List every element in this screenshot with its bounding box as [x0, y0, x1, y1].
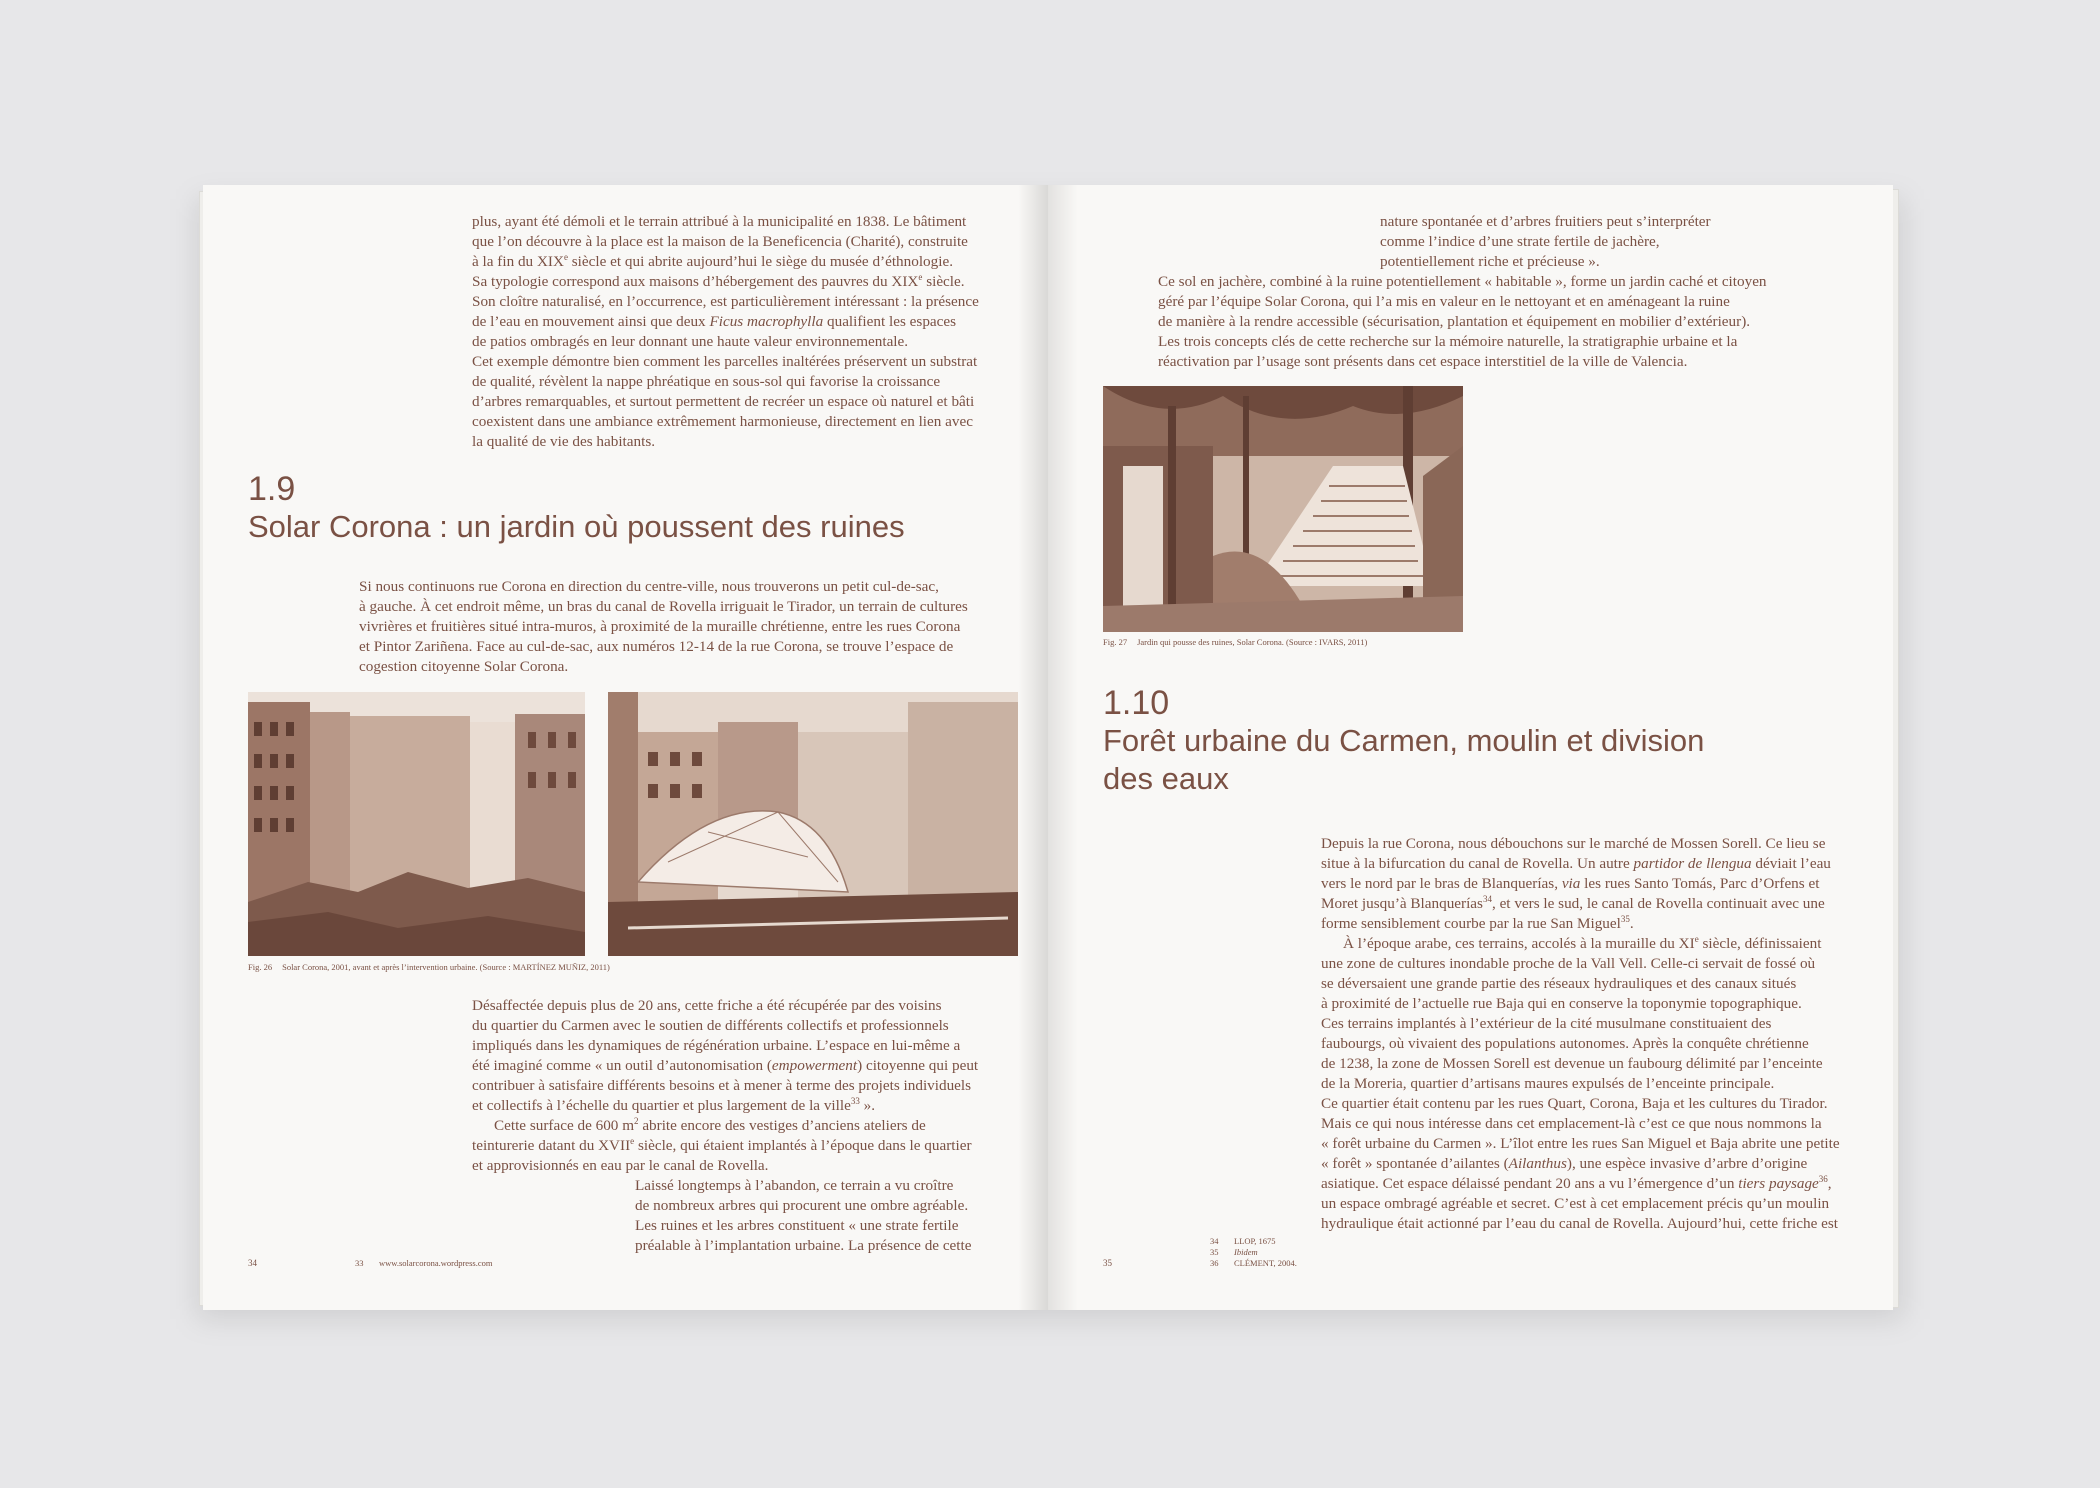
page-number-right: 35	[1103, 1258, 1112, 1268]
section-number-1-10: 1.10	[1103, 684, 1170, 722]
gutter-shadow-left	[1018, 185, 1048, 1310]
gutter-shadow-right	[1048, 185, 1078, 1310]
photo-solar-corona-before	[248, 692, 585, 956]
right-body-paragraph-1: Depuis la rue Corona, nous débouchons sur le marché de Mossen Sorell. Ce lieu se situe à la bifurcation du canal de Rovella. Un autre partidor de llengua déviait l’eau vers le nord par le bras de Blanquerías, via les rues Santo Tomás, Parc d’Orfens et Moret jusqu’à Blanquerías$^{34}$, et vers le sud, le canal de Rovella continuait avec une forme sensiblement courbe par la rue San Miguel$^{35}$.	[1321, 835, 1831, 932]
right-body-paragraph-2: À l’époque arabe, ces terrains, accolés à la muraille du XIe siècle, définissaient une zone de cultures inondable proche de la Vall Vell. Celle-ci servait de fossé où se déversaient une grande partie des réseaux hydrauliques et des canaux situés à proximité de l’actuelle rue Baja qui en conserve la toponymie topographique. Ces terrains implantés à l’extérieur de la cité musulmane constituaient des faubourgs, où vivaient des populations autonomes. Après la conquête chrétienne de 1238, la zone de Mossen Sorell est devenue un faubourg délimité par l’enceinte de la Moreria, quartier d’artisans maures expulsés de l’enceinte principale. Ce quartier était contenu par les rues Quart, Corona, Baja et les cultures du Tirador. Mais ce qui nous intéresse dans cet emplacement-là c’est ce que nous nommons la « forêt urbaine du Carmen ». L’îlot entre les rues San Miguel et Baja abrite une petite « forêt » spontanée d’ailantes (Ailanthus), une espèce invasive d’arbre d’origine asiatique. Cet espace délaissé pendant 20 ans a vu l’émergence d’un tiers paysage$^{36}$, un espace ombragé agréable et secret. C’est à cet emplacement précis qu’un moulin hydraulique était actionné par l’eau du canal de Rovella. Aujourd’hui, cette friche est	[1321, 933, 1840, 1232]
section-title-1-9: Solar Corona : un jardin où poussent des ruines	[248, 509, 905, 544]
left-page	[203, 185, 1048, 1310]
left-section-intro: Si nous continuons rue Corona en direction du centre-ville, nous trouverons un petit cul-de-sac, à gauche. À cet endroit même, un bras du canal de Rovella irriguait le Tirador, un terrain de cultures vivrières et fruitières situé intra-muros, à proximité de la muraille chrétienne, entre les rues Corona et Pintor Zariñena. Face au cul-de-sac, aux numéros 12-14 de la rue Corona, se trouve l’espace de cogestion citoyenne Solar Corona.	[359, 578, 968, 675]
left-body-paragraph-3: Laissé longtemps à l’abandon, ce terrain a vu croître de nombreux arbres qui procurent une ombre agréable. Les ruines et les arbres constituent « une strate fertile préalable à l’implantation urbaine. La présence de cette	[635, 1177, 972, 1254]
section-title-1-10: Forêt urbaine du Carmen, moulin et division des eaux	[1103, 723, 1705, 796]
left-body-paragraph-2: Cette surface de 600 $m^2$ abrite encore des vestiges d’anciens ateliers de teinturerie datant du XVIIe siècle, qui étaient implantés à l’époque dans le quartier et approvisionnés en eau par le canal de Rovella.	[472, 1115, 972, 1174]
footnote-35: 35 Ibidem	[1210, 1247, 1258, 1257]
right-paragraph-2: Ce sol en jachère, combiné à la ruine potentiellement « habitable », forme un jardin caché et citoyen géré par l’équipe Solar Corona, qui l’a mis en valeur en le nettoyant et en aménageant la ruine de manière à la rendre accessible (sécurisation, plantation et équipement en mobilier d’extérieur). Les trois concepts clés de cette recherche sur la mémoire naturelle, la stratigraphie urbaine et la réactivation par l’usage sont présents dans cet espace interstitiel de la ville de Valencia.	[1158, 273, 1767, 370]
right-intro-paragraph: nature spontanée et d’arbres fruitiers peut s’interpréter comme l’indice d’une strate fertile de jachère, potentiellement riche et précieuse ».	[1380, 213, 1711, 270]
left-footnote: 33 www.solarcorona.wordpress.com	[355, 1258, 493, 1268]
left-body-paragraph-1: Désaffectée depuis plus de 20 ans, cette friche a été récupérée par des voisins du quartier du Carmen avec le soutien de différents collectifs et professionnels impliqués dans les dynamiques de régénération urbaine. L’espace en lui-même a été imaginé comme « un outil d’autonomisation (empowerment) citoyenne qui peut contribuer à satisfaire différents besoins et à mener à terme des projets individuels et collectifs à l’échelle du quartier et plus largement de la ville$^{33}$ ».	[472, 997, 979, 1114]
right-page	[1048, 185, 1893, 1310]
photo-solar-corona-after	[608, 692, 1018, 956]
footnote-34: 34 LLOP, 1675	[1210, 1236, 1276, 1246]
book-spread	[203, 185, 1893, 1310]
page-number-left: 34	[248, 1258, 257, 1268]
section-number-1-9: 1.9	[248, 470, 296, 508]
right-footnotes	[1210, 1236, 1297, 1269]
left-intro-paragraph: plus, ayant été démoli et le terrain attribué à la municipalité en 1838. Le bâtiment que l’on découvre à la place est la maison de la Beneficencia (Charité), construite à la fin du XIXe siècle et qui abrite aujourd’hui le siège du musée d’éthnologie. Sa typologie correspond aux maisons d’hébergement des pauvres du XIXe siècle. Son cloître naturalisé, en l’occurrence, est particulièrement intéressant : la présence de l’eau en mouvement ainsi que deux Ficus macrophylla qualifient les espaces de patios ombragés en leur donnant une haute valeur environnementale. Cet exemple démontre bien comment les parcelles inaltérées préservent un substrat de qualité, révèlent la nappe phréatique en sous-sol qui favorise la croissance d’arbres remarquables, et surtout permettent de recréer un espace où naturel et bâti coexistent dans une ambiance extrêmement harmonieuse, directement en lien avec la qualité de vie des habitants.	[472, 213, 979, 450]
figure-27-caption: Fig. 27 Jardin qui pousse des ruines, Solar Corona. (Source : IVARS, 2011)	[1103, 637, 1368, 647]
photo-garden-ruins	[1103, 386, 1463, 632]
footnote-36: 36 CLÉMENT, 2004.	[1210, 1258, 1297, 1268]
figure-26-caption: Fig. 26 Solar Corona, 2001, avant et après l’intervention urbaine. (Source : MARTÍNEZ MUÑIZ, 2011)	[248, 962, 610, 972]
